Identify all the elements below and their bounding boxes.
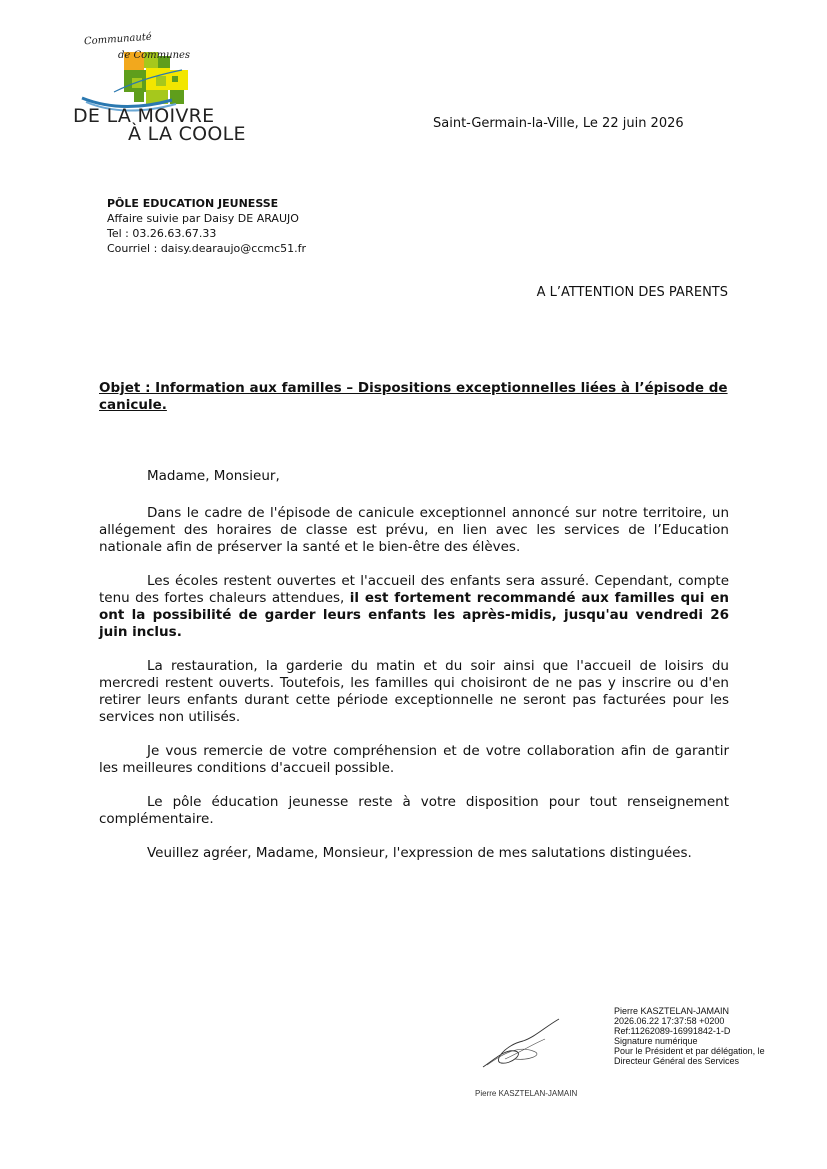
sender-email: Courriel : daisy.dearaujo@ccmc51.fr <box>107 242 307 255</box>
digital-signature-block <box>614 1006 765 1066</box>
digital-signature-label: Signature numérique <box>614 1036 698 1046</box>
logo <box>72 30 246 145</box>
paragraph-6: Veuillez agréer, Madame, Monsieur, l'expression de mes salutations distinguées. <box>147 845 692 861</box>
logo-text-line2: de Communes <box>118 50 191 61</box>
handwritten-signature <box>475 1015 575 1075</box>
sender-block <box>107 196 306 256</box>
paragraph-1: Dans le cadre de l'épisode de canicule exceptionnel annoncé sur notre territoire, un allégement des horaires de classe est prévu, en lien avec les services de l’Education nationale afin de préserver la santé et le bien-être des élèves. <box>99 505 729 555</box>
recipient-line: A L’ATTENTION DES PARENTS <box>536 285 728 300</box>
salutation: Madame, Monsieur, <box>147 468 280 484</box>
sender-tel: Tel : 03.26.63.67.33 <box>107 227 217 240</box>
subject-line: Objet : Information aux familles – Dispositions exceptionnelles liées à l’épisode de canicule. <box>99 380 728 413</box>
paragraph-4: Je vous remercie de votre compréhension et de votre collaboration afin de garantir les meilleures conditions d'accueil possible. <box>99 743 729 776</box>
paragraph-2-bold: il est fortement recommandé aux familles qui en ont la possibilité de garder leurs enfants les après-midis, jusqu'au vendredi 26 juin inclus. <box>99 590 729 640</box>
logo-text-line4: À LA COOLE <box>128 123 246 145</box>
digital-signature-ref: Ref:11262089-16991842-1-D <box>614 1026 731 1036</box>
sender-contact: Affaire suivie par Daisy DE ARAUJO <box>107 212 299 225</box>
letter-body <box>99 468 729 879</box>
sender-department: PÔLE EDUCATION JEUNESSE <box>107 197 279 210</box>
paragraph-2 <box>99 573 729 641</box>
signature-name: Pierre KASZTELAN-JAMAIN <box>475 1089 578 1098</box>
paragraph-3: La restauration, la garderie du matin et du soir ainsi que l'accueil de loisirs du mercredi restent ouverts. Toutefois, les familles qui choisiront de ne pas y inscrire ou d'en retirer leurs enfants durant cette période exceptionnelle ne seront pas facturées pour les services non utilisés. <box>99 658 729 725</box>
digital-signature-name: Pierre KASZTELAN-JAMAIN <box>614 1006 730 1016</box>
digital-signature-delegation-1: Pour le Président et par délégation, le <box>614 1046 765 1056</box>
paragraph-5: Le pôle éducation jeunesse reste à votre disposition pour tout renseignement complémentaire. <box>99 794 729 827</box>
paragraph-2-text: Les écoles restent ouvertes et l'accueil des enfants sera assuré. Cependant, compte tenu des fortes chaleurs attendues, <box>99 573 729 606</box>
digital-signature-delegation-2: Directeur Général des Services <box>614 1056 740 1066</box>
logo-text-line3: DE LA MOIVRE <box>73 105 215 127</box>
date-line: Saint-Germain-la-Ville, Le 22 juin 2026 <box>433 116 684 131</box>
digital-signature-timestamp: 2026.06.22 17:37:58 +0200 <box>614 1016 725 1026</box>
logo-text-line1: Communauté <box>83 31 153 48</box>
